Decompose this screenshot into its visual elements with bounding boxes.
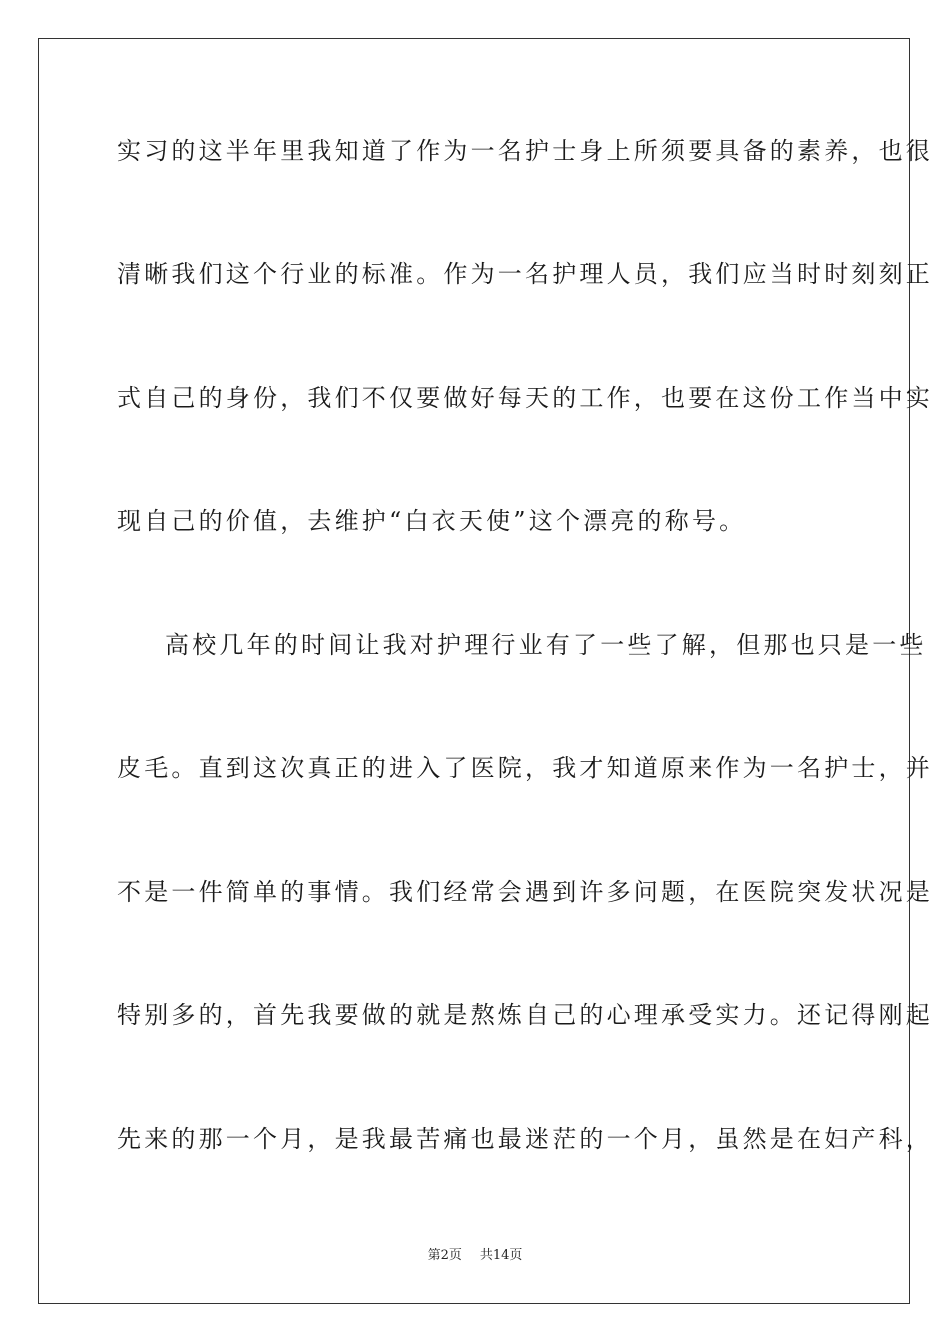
page-border bbox=[38, 38, 933, 1304]
body-text-line: 实习的这半年里我知道了作为一名护士身上所须要具备的素养，也很 bbox=[117, 137, 933, 165]
body-text-line: 高校几年的时间让我对护理行业有了一些了解，但那也只是一些 bbox=[165, 631, 927, 659]
page-footer bbox=[0, 1247, 950, 1265]
body-text-line: 不是一件简单的事情。我们经常会遇到许多问题，在医院突发状况是 bbox=[117, 878, 933, 906]
page-total: 共14页 bbox=[479, 1248, 523, 1263]
body-text-line: 清晰我们这个行业的标准。作为一名护理人员，我们应当时时刻刻正 bbox=[117, 260, 933, 288]
body-text-line: 特别多的，首先我要做的就是熬炼自己的心理承受实力。还记得刚起 bbox=[117, 1001, 933, 1029]
body-text-line: 皮毛。直到这次真正的进入了医院，我才知道原来作为一名护士，并 bbox=[117, 754, 933, 782]
page-number: 第2页 bbox=[427, 1248, 462, 1263]
body-text-line: 先来的那一个月，是我最苦痛也最迷茫的一个月，虽然是在妇产科， bbox=[117, 1125, 933, 1153]
body-text-line: 式自己的身份，我们不仅要做好每天的工作，也要在这份工作当中实 bbox=[117, 384, 933, 412]
body-text-line: 现自己的价值，去维护“白衣天使”这个漂亮的称号。 bbox=[117, 507, 747, 535]
